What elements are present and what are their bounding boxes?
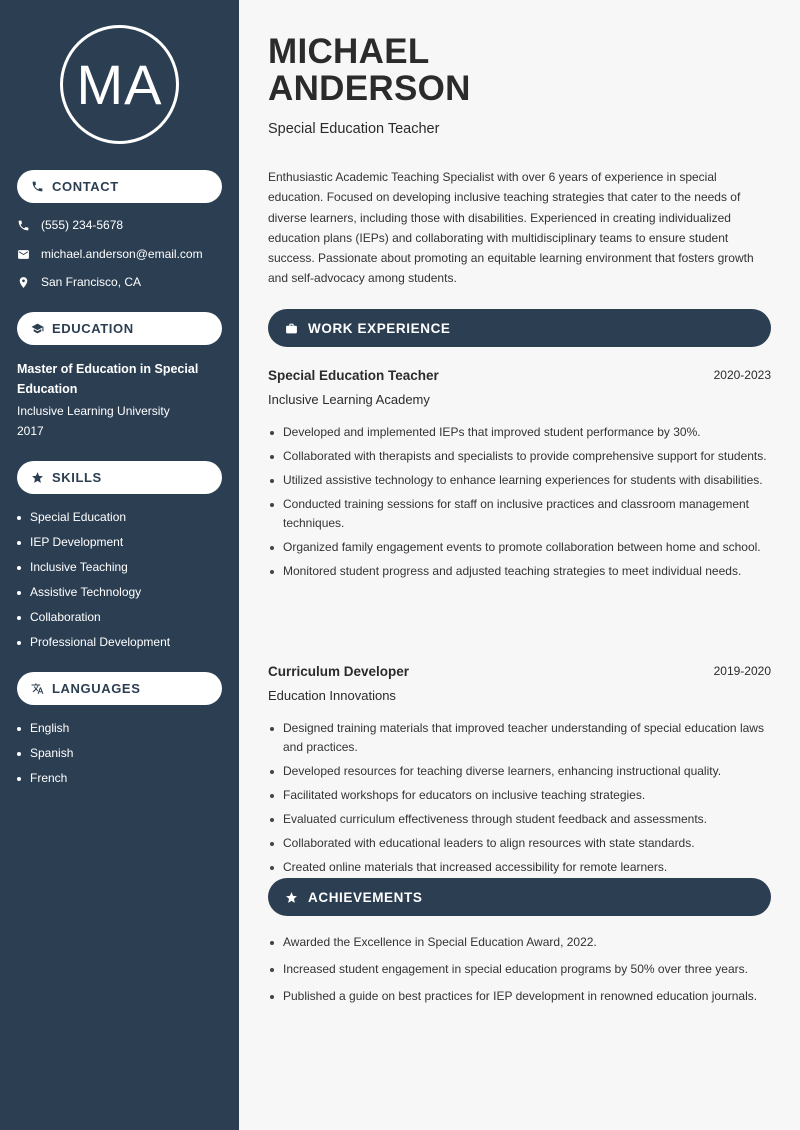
phone-icon (17, 219, 30, 232)
profile-summary: Enthusiastic Academic Teaching Specialist with over 6 years of experience in special education. Focused on developing inclusive teaching strategies that cater to the needs of diverse learners, including those with disabilities. Experienced in creating individualized education plans (IEPs) and collaborating with multidisciplinary teams to ensure student success. Passionate about promoting an equitable learning environment that fosters growth and self-advocacy among students. (268, 170, 754, 286)
candidate-name (268, 33, 471, 107)
sidebar (0, 0, 239, 1130)
job-bullet: Developed and implemented IEPs that improved student performance by 30%. (268, 423, 768, 442)
skill-item: Collaboration (17, 610, 170, 635)
graduation-cap-icon (31, 322, 44, 335)
job-bullets (268, 719, 768, 877)
skills-heading (17, 461, 222, 494)
phone-icon (31, 180, 44, 193)
education-degree: Master of Education in Special Education (17, 362, 199, 396)
location-pin-icon (17, 276, 30, 289)
languages-heading-label: LANGUAGES (52, 681, 141, 696)
education-heading (17, 312, 222, 345)
achievement-item: Increased student engagement in special education programs by 50% over three years. (268, 960, 768, 979)
language-item: French (17, 771, 73, 796)
main-content (239, 0, 800, 1130)
contact-email (17, 247, 203, 261)
skill-item: Special Education (17, 510, 170, 535)
achievements-list (268, 933, 768, 1006)
skills-list (17, 510, 170, 660)
job-title: Curriculum Developer (268, 664, 410, 679)
skills-heading-label: SKILLS (52, 470, 102, 485)
translate-icon (31, 682, 44, 695)
education-year: 2017 (17, 424, 44, 438)
achievements-heading-label: ACHIEVEMENTS (308, 889, 423, 905)
briefcase-icon (285, 322, 298, 335)
candidate-title: Special Education Teacher (268, 121, 440, 137)
language-item: Spanish (17, 746, 73, 771)
work-experience-heading-label: WORK EXPERIENCE (308, 320, 451, 336)
job-organization: Education Innovations (268, 688, 396, 703)
languages-heading (17, 672, 222, 705)
job-bullet: Monitored student progress and adjusted teaching strategies to meet individual needs. (268, 562, 768, 581)
job-bullet: Collaborated with therapists and specialists to provide comprehensive support for students. (268, 447, 768, 466)
contact-location-value: San Francisco, CA (41, 275, 142, 289)
job-bullet: Facilitated workshops for educators on inclusive teaching strategies. (268, 786, 768, 805)
languages-list (17, 721, 73, 796)
star-icon (31, 471, 44, 484)
achievement-item: Awarded the Excellence in Special Education Award, 2022. (268, 933, 768, 952)
contact-phone (17, 218, 123, 232)
last-name: ANDERSON (268, 69, 471, 108)
skill-item: IEP Development (17, 535, 170, 560)
job-dates: 2019-2020 (713, 664, 771, 678)
job-bullet: Conducted training sessions for staff on inclusive practices and classroom management techniques. (268, 495, 768, 533)
job-bullet: Created online materials that increased accessibility for remote learners. (268, 858, 768, 877)
job-bullets (268, 423, 768, 581)
job-bullet: Organized family engagement events to promote collaboration between home and school. (268, 538, 768, 557)
job-bullet: Collaborated with educational leaders to align resources with state standards. (268, 834, 768, 853)
email-icon (17, 248, 30, 261)
job-title: Special Education Teacher (268, 368, 439, 383)
education-school: Inclusive Learning University (17, 404, 170, 418)
job-organization: Inclusive Learning Academy (268, 392, 430, 407)
contact-location (17, 275, 141, 289)
contact-heading (17, 170, 222, 203)
job-bullet: Utilized assistive technology to enhance learning experiences for students with disabilities. (268, 471, 768, 490)
contact-phone-value: (555) 234-5678 (41, 218, 124, 232)
avatar: MA (60, 25, 179, 144)
job-bullet: Developed resources for teaching diverse learners, enhancing instructional quality. (268, 762, 768, 781)
job-dates: 2020-2023 (713, 368, 771, 382)
job-bullet: Evaluated curriculum effectiveness through student feedback and assessments. (268, 810, 768, 829)
star-icon (285, 891, 298, 904)
language-item: English (17, 721, 73, 746)
work-experience-heading (268, 309, 771, 347)
education-heading-label: EDUCATION (52, 321, 134, 336)
skill-item: Professional Development (17, 635, 170, 660)
achievements-heading (268, 878, 771, 916)
job-bullet: Designed training materials that improved teacher understanding of special education laws and practices. (268, 719, 768, 757)
skill-item: Assistive Technology (17, 585, 170, 610)
first-name: MICHAEL (268, 32, 430, 71)
contact-heading-label: CONTACT (52, 179, 119, 194)
contact-email-value: michael.anderson@email.com (41, 247, 203, 261)
skill-item: Inclusive Teaching (17, 560, 170, 585)
achievement-item: Published a guide on best practices for IEP development in renowned education journals. (268, 987, 768, 1006)
